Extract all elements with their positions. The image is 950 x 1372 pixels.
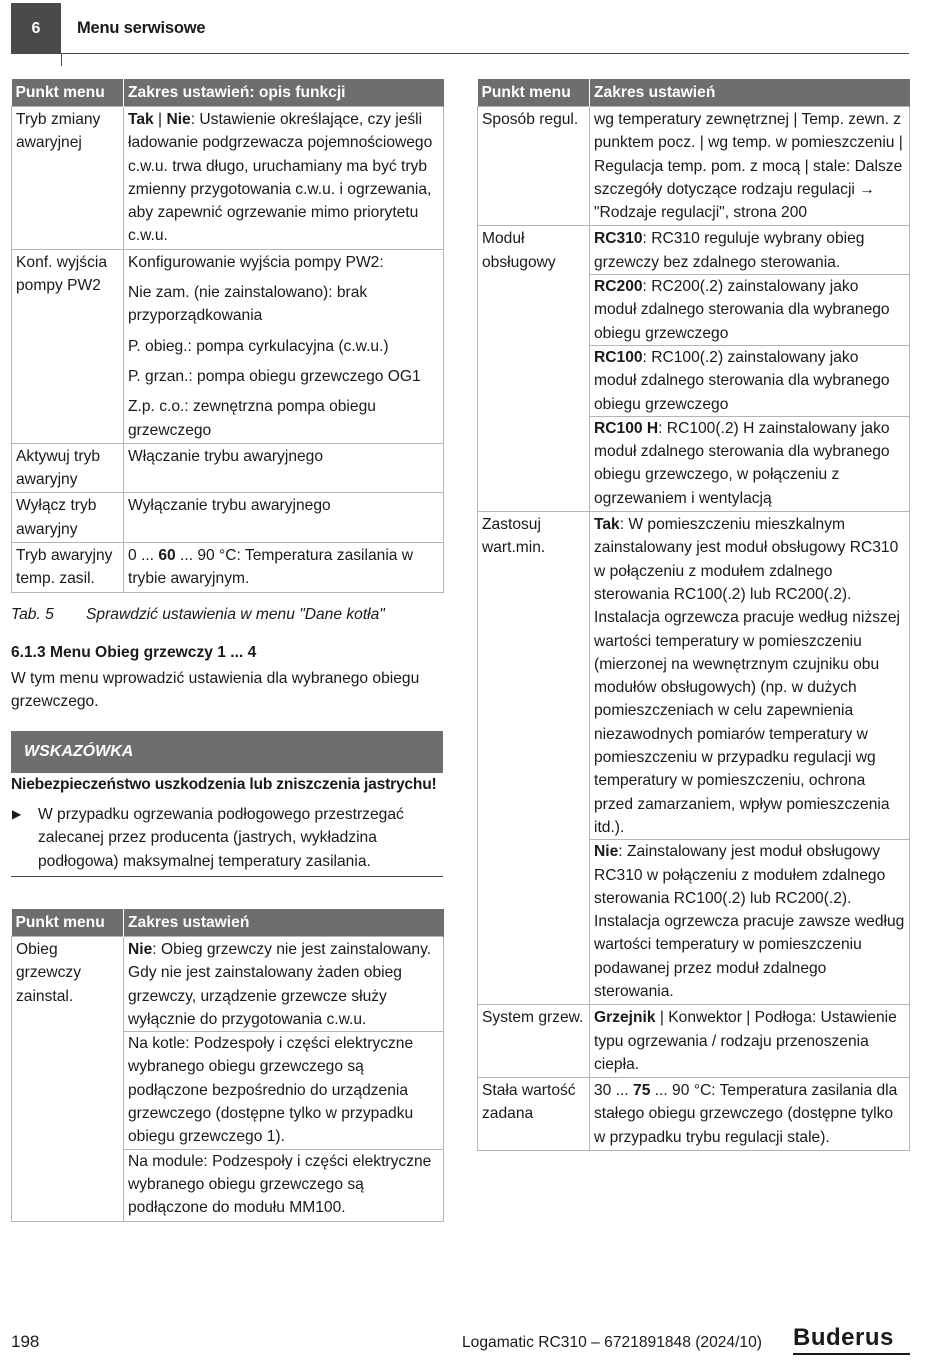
warning-label: WSKAZÓWKA bbox=[11, 731, 443, 773]
brand-logo: Buderus bbox=[793, 1324, 894, 1351]
section-text: W tym menu wprowadzić ustawienia dla wybranego obiegu grzewczego. bbox=[11, 670, 420, 711]
menu-item-name: Sposób regul. bbox=[478, 107, 590, 226]
header-divider bbox=[61, 53, 909, 54]
table-caption bbox=[11, 603, 385, 626]
table-row bbox=[12, 543, 444, 593]
menu-item-name: Wyłącz tryb awaryjny bbox=[12, 493, 124, 543]
table-header-row bbox=[478, 79, 910, 107]
menu-item-name: Stała wartość zadana bbox=[478, 1078, 590, 1151]
col-header-menu-item: Punkt menu bbox=[12, 909, 124, 937]
menu-item-desc: Nie: Obieg grzewczy nie jest zainstalowany. Gdy nie jest zainstalowany żaden obieg grzewczy, urządzenie grzewcze służy wyłącznie do przygotowania c.w.u. Na kotle: Podzespoły i części elektryczne wybranego obiegu grzewczego są podłączone bezpośrednio do urządzenia grzewczego (dostępne tylko w przypadku obiegu grzewczego 1). Na module: Podzespoły i części elektryczne wybranego obiegu grzewczego są podłączone do modułu MM100. bbox=[124, 937, 444, 1222]
table-row bbox=[478, 1005, 910, 1078]
menu-item-desc: RC310: RC310 reguluje wybrany obieg grzewczy bez zdalnego sterowania. RC200: RC200(.2) zainstalowany jako moduł zdalnego sterowania dla wybranego obiegu grzewczego RC100: RC100(.2) zainstalowany jako moduł zdalnego sterowania dla wybranego obiegu grzewczego RC100 H: RC100(.2) H zainstalowany jako moduł zdalnego sterowania dla wybranego obiegu grzewczego, w połączeniu z ogrzewaniem i wentylacją bbox=[590, 226, 910, 512]
col-header-menu-item: Punkt menu bbox=[12, 79, 124, 107]
header-divider-tick bbox=[61, 53, 62, 66]
table-row bbox=[478, 226, 910, 512]
table-heating-circuit-settings bbox=[477, 79, 910, 1151]
menu-item-desc: Tak: W pomieszczeniu mieszkalnym zainstalowany jest moduł obsługowy RC310 w połączeniu z modułem zdalnego sterowania RC100(.2) lub RC200(.2). Instalacja ogrzewcza pracuje według niższej wartości temperatury w pomieszczeniu (mierzonej na wewnętrznym czujniku obu modułów obsługowych) (np. w dużych pomieszczeniach w celu zapewnienia niezawodnych pomiarów temperatury w pomieszczeniu w przypadku regulacji wg temperatury w pomieszczeniu, ochrona przed zamarzaniem, wpływ pomieszczenia itd.). Nie: Zainstalowany jest moduł obsługowy RC310 w połączeniu z modułem zdalnego sterowania RC100(.2) lub RC200(.2). Instalacja ogrzewcza pracuje zawsze według wartości temperatury w pomieszczeniu podawanej przez moduł zdalnego sterowania. bbox=[590, 512, 910, 1005]
table-header-row bbox=[12, 909, 444, 937]
col-header-settings: Zakres ustawień bbox=[590, 79, 910, 107]
table-row bbox=[12, 443, 444, 493]
page-title: Menu serwisowe bbox=[77, 19, 206, 37]
menu-item-desc: Wyłączanie trybu awaryjnego bbox=[124, 493, 444, 543]
chapter-number: 6 bbox=[11, 3, 61, 54]
caption-text: Sprawdzić ustawienia w menu "Dane kotła" bbox=[86, 606, 385, 623]
menu-item-desc: 30 ... 75 ... 90 °C: Temperatura zasilania dla stałego obiegu grzewczego (dostępne tylko w przypadku trybu regulacji stale). bbox=[590, 1078, 910, 1151]
table-row bbox=[12, 493, 444, 543]
table-row bbox=[478, 512, 910, 1005]
document-id: Logamatic RC310 – 6721891848 (2024/10) bbox=[462, 1334, 762, 1351]
menu-item-desc: Tak | Nie: Ustawienie określające, czy jeśli ładowanie podgrzewacza pojemnościowego c.w.u. trwa długo, uruchamiany ma być tryb zmienny przygotowania c.w.u. i ogrzewania, aby zapewnić ogrzewanie mimo priorytetu c.w.u. bbox=[124, 107, 444, 250]
table-row bbox=[478, 1078, 910, 1151]
col-header-menu-item: Punkt menu bbox=[478, 79, 590, 107]
col-header-settings: Zakres ustawień: opis funkcji bbox=[124, 79, 444, 107]
table-row bbox=[12, 249, 444, 443]
triangle-bullet-icon: ▶ bbox=[12, 807, 22, 821]
section-heading: 6.1.3 Menu Obieg grzewczy 1 ... 4 bbox=[11, 644, 257, 661]
menu-item-name: System grzew. bbox=[478, 1005, 590, 1078]
menu-item-desc: Konfigurowanie wyjścia pompy PW2: Nie zam. (nie zainstalowano): brak przyporządkowania P. obieg.: pompa cyrkulacyjna (c.w.u.) P. grzan.: pompa obiegu grzewczego OG1 Z.p. c.o.: zewnętrzna pompa obiegu grzewczego bbox=[124, 249, 444, 443]
menu-item-desc: wg temperatury zewnętrznej | Temp. zewn. z punktem pocz. | wg temp. w pomieszczeniu | Regulacja temp. pom. z mocą | stale: Dalsze szczegóły dotyczące rodzaju regulacji → "Rodzaje regulacji", strona 200 bbox=[590, 107, 910, 226]
brand-logo-underline bbox=[793, 1353, 910, 1355]
menu-item-name: Zastosuj wart.min. bbox=[478, 512, 590, 1005]
page-number: 198 bbox=[11, 1332, 40, 1351]
table-emergency-settings bbox=[11, 79, 444, 593]
col-header-settings: Zakres ustawień bbox=[124, 909, 444, 937]
menu-item-name: Obieg grzewczy zainstal. bbox=[12, 937, 124, 1222]
warning-divider bbox=[11, 876, 443, 877]
menu-item-name: Moduł obsługowy bbox=[478, 226, 590, 512]
menu-item-name: Tryb zmiany awaryjnej bbox=[12, 107, 124, 250]
table-row bbox=[478, 107, 910, 226]
menu-item-name: Konf. wyjścia pompy PW2 bbox=[12, 249, 124, 443]
warning-item bbox=[11, 803, 443, 873]
menu-item-desc: Grzejnik | Konwektor | Podłoga: Ustawienie typu ogrzewania / rodzaju przenoszenia ciepła. bbox=[590, 1005, 910, 1078]
warning-item-text: W przypadku ogrzewania podłogowego przestrzegać zalecanej przez producenta (jastrych, wykładzina podłogowa) maksymalnej temperatury zasilania. bbox=[38, 806, 404, 870]
menu-item-desc: Włączanie trybu awaryjnego bbox=[124, 443, 444, 493]
caption-label: Tab. 5 bbox=[11, 606, 54, 623]
table-header-row bbox=[12, 79, 444, 107]
menu-item-name: Aktywuj tryb awaryjny bbox=[12, 443, 124, 493]
table-heating-circuit-installed bbox=[11, 909, 444, 1222]
warning-title: Niebezpieczeństwo uszkodzenia lub zniszczenia jastrychu! bbox=[11, 776, 437, 793]
menu-item-desc: 0 ... 60 ... 90 °C: Temperatura zasilania w trybie awaryjnym. bbox=[124, 543, 444, 593]
table-row bbox=[12, 107, 444, 250]
menu-item-name: Tryb awaryjny temp. zasil. bbox=[12, 543, 124, 593]
table-row bbox=[12, 937, 444, 1222]
